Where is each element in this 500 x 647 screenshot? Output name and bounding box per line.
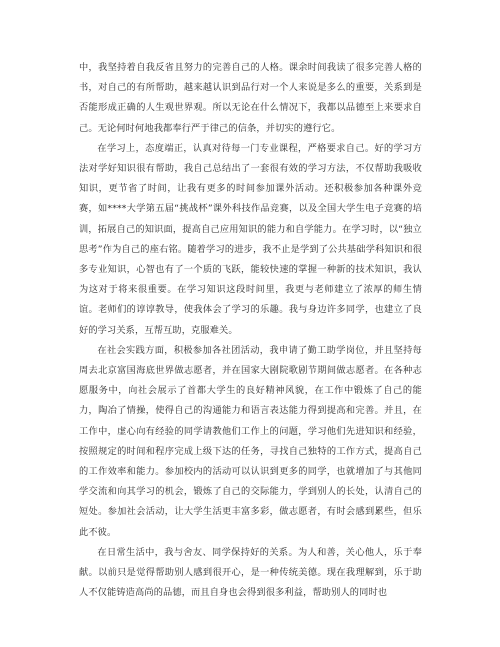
- paragraph-study: 在学习上，态度端正，认真对待每一门专业课程，严格要求自己。好的学习方法对学好知识很有帮助，我自己总结出了一套很有效的学习方法，不仅帮助我吸收知识，更节省了时间，让我有更多的时间参加课外活动。还积极参加各种课外竞赛，如****大学第五届“挑战杯”课外科技作品竞赛，以及全国大学生电子竞赛的培训，拓展自己的知识面，提高自己应用知识的能力和自学能力。在学习时，以“独立思考”作为自己的座右铭。随着学习的进步，我不止是学到了公共基础学科知识和很多专业知识，心智也有了一个质的飞跃，能较快速的掌握一种新的技术知识，我认为这对于将来很重要。在学习知识这段时间里，我更与老师建立了浓厚的师生情谊。老师们的谆谆教导，使我体会了学习的乐趣。我与身边许多同学，也建立了良好的学习关系，互帮互助，克服难关。: [79, 142, 422, 336]
- paragraph-daily-life: 在日常生活中，我与舍友、同学保持好的关系。为人和善，关心他人，乐于奉献。以前只是觉得帮助别人感到很开心，是一种传统美德。现在我理解到，乐于助人不仅能铸造高尚的品德，而且自身也会得到很多利益，帮助别人的同时也: [79, 546, 422, 599]
- paragraph-personal-character: 中，我坚持着自我反省且努力的完善自己的人格。课余时间我读了很多完善人格的书，对自己的有所帮助，越来越认识到品行对一个人来说是多么的重要，关系到是否能形成正确的人生观世界观。所以无论在什么情况下，我都以品德至上来要求自己。无论何时何地我都奉行严于律己的信条，并切实的遵行它。: [79, 62, 422, 134]
- paragraph-social-practice: 在社会实践方面，积极参加各社团活动，我申请了勤工助学岗位，并且坚持每周去北京富国海底世界做志愿者，并在国家大剧院歌剧节期间做志愿者。在各种志愿服务中，向社会展示了首都大学生的良好精神风貌，在工作中锻炼了自己的能力，陶冶了情操，使得自己的沟通能力和语言表达能力得到提高和完善。并且，在工作中，虚心向有经验的同学请教他们工作上的问题，学习他们先进知识和经验，按照规定的时间和程序完成上级下达的任务，寻找自己独特的工作方式，提高自己的工作效率和能力。参加校内的活动可以认识到更多的同学，也就增加了与其他同学交流和向其学习的机会，锻炼了自己的交际能力，学到别人的长处，认清自己的短处。参加社会活动，让大学生活更丰富多彩，做志愿者，有时会感到累些，但乐此不彼。: [79, 344, 422, 538]
- document-body: [79, 58, 422, 603]
